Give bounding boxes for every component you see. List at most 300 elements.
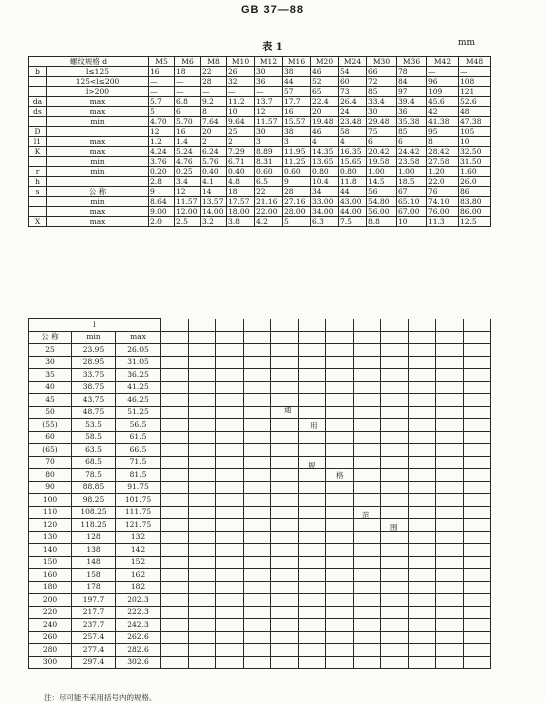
footnote: 注：尽可能不采用括号内的规格。 (44, 693, 157, 702)
length-cell: 217.7 (72, 606, 116, 619)
grid-cell (463, 569, 491, 582)
empty-cell (271, 319, 299, 332)
grid-cell (216, 381, 244, 394)
value-cell: 7.64 (201, 117, 227, 127)
length-cell: 160 (29, 569, 72, 582)
value-cell: 45.6 (427, 97, 459, 107)
value-cell: 25 (227, 127, 255, 137)
value-cell: 5 (283, 217, 311, 227)
value-cell: 3.8 (227, 217, 255, 227)
empty-cell (188, 319, 216, 332)
value-cell: 4.24 (149, 147, 175, 157)
value-cell: 35.38 (397, 117, 427, 127)
grid-cell (408, 494, 436, 507)
grid-cell (161, 356, 189, 369)
table-row (29, 344, 491, 357)
value-cell: 52 (311, 77, 339, 87)
value-cell: 2.5 (175, 217, 201, 227)
value-cell: 0.40 (201, 167, 227, 177)
length-cell: 68.5 (72, 456, 116, 469)
length-cell: 110 (29, 506, 72, 519)
grid-cell (271, 431, 299, 444)
symbol-cell: r (29, 167, 47, 177)
value-cell: 11.2 (227, 97, 255, 107)
table-row (29, 519, 491, 532)
value-cell: 22 (255, 187, 283, 197)
length-cell: 277.4 (72, 644, 116, 657)
symbol-cell: b (29, 67, 47, 77)
grid-cell (271, 481, 299, 494)
value-cell: 16 (149, 67, 175, 77)
value-cell: 5.24 (175, 147, 201, 157)
grid-cell (271, 619, 299, 632)
value-cell: 36 (255, 77, 283, 87)
grid-cell (216, 344, 244, 357)
value-cell: 56 (367, 187, 397, 197)
grid-cell (161, 631, 189, 644)
value-cell: 26.0 (459, 177, 491, 187)
value-cell: 60 (339, 77, 367, 87)
grid-cell (436, 344, 464, 357)
grid-cell (436, 369, 464, 382)
grid-cell (408, 431, 436, 444)
value-cell: 41.38 (427, 117, 459, 127)
table-row (29, 217, 491, 227)
length-cell: 61.5 (116, 431, 161, 444)
value-cell: 44 (339, 187, 367, 197)
empty-cell (408, 331, 436, 344)
grid-cell (271, 444, 299, 457)
value-cell: 67.00 (397, 207, 427, 217)
grid-cell (408, 531, 436, 544)
grid-cell (216, 531, 244, 544)
grid-cell (243, 469, 271, 482)
value-cell: 54 (339, 67, 367, 77)
grid-cell (436, 544, 464, 557)
empty-cell (463, 319, 491, 332)
length-cell: 58.5 (72, 431, 116, 444)
value-cell: 19.58 (367, 157, 397, 167)
length-cell: 45 (29, 394, 72, 407)
length-cell: 53.5 (72, 419, 116, 432)
value-cell: 5.76 (201, 157, 227, 167)
grid-cell (298, 581, 326, 594)
spec-header: 螺纹规格 d (29, 57, 149, 67)
value-cell: 14 (201, 187, 227, 197)
grid-cell (381, 656, 409, 669)
value-cell: 9 (149, 187, 175, 197)
grid-cell (381, 344, 409, 357)
sub-cell: max (47, 97, 149, 107)
length-cell: 48.75 (72, 406, 116, 419)
length-cell: 302.6 (116, 656, 161, 669)
value-cell: 27.16 (283, 197, 311, 207)
value-cell: 33.00 (311, 197, 339, 207)
grid-cell (243, 519, 271, 532)
value-cell: 121 (459, 87, 491, 97)
length-cell: 118.25 (72, 519, 116, 532)
grid-cell (243, 656, 271, 669)
length-col-header: 公 称 (29, 331, 72, 344)
grid-cell (436, 381, 464, 394)
grid-cell (326, 594, 354, 607)
grid-cell (161, 431, 189, 444)
empty-cell (188, 331, 216, 344)
value-cell: 65 (311, 87, 339, 97)
value-cell: 12.5 (459, 217, 491, 227)
length-cell: 282.6 (116, 644, 161, 657)
size-header: M16 (283, 57, 311, 67)
table-row (29, 177, 491, 187)
value-cell: 47.38 (459, 117, 491, 127)
grid-cell (353, 656, 381, 669)
value-cell: 1.20 (427, 167, 459, 177)
table-row (29, 556, 491, 569)
value-cell: — (255, 87, 283, 97)
grid-cell (216, 656, 244, 669)
length-cell: 142 (116, 544, 161, 557)
grid-cell (353, 406, 381, 419)
grid-cell (353, 456, 381, 469)
length-cell: 38.75 (72, 381, 116, 394)
grid-cell (271, 556, 299, 569)
grid-cell (298, 381, 326, 394)
value-cell: 76.00 (427, 207, 459, 217)
value-cell: 15.65 (339, 157, 367, 167)
table-row (29, 456, 491, 469)
grid-cell (463, 469, 491, 482)
grid-cell (216, 406, 244, 419)
grid-cell (436, 494, 464, 507)
grid-cell (353, 544, 381, 557)
length-cell: 297.4 (72, 656, 116, 669)
table-row (29, 207, 491, 217)
length-cell: 101.75 (116, 494, 161, 507)
table-row (29, 97, 491, 107)
grid-cell (188, 419, 216, 432)
header-row (29, 319, 491, 332)
value-cell: 22.0 (427, 177, 459, 187)
grid-cell (271, 506, 299, 519)
value-cell: 6.71 (227, 157, 255, 167)
symbol-cell (29, 117, 47, 127)
sub-cell: min (47, 157, 149, 167)
table-row (29, 431, 491, 444)
empty-cell (298, 319, 326, 332)
grid-cell (243, 531, 271, 544)
grid-cell (326, 406, 354, 419)
value-cell: 57 (283, 87, 311, 97)
grid-cell (381, 419, 409, 432)
grid-cell (463, 406, 491, 419)
value-cell: 1.4 (175, 137, 201, 147)
grid-cell (436, 431, 464, 444)
value-cell: 28.42 (427, 147, 459, 157)
empty-cell (243, 319, 271, 332)
length-cell: 262.6 (116, 631, 161, 644)
value-cell: 23.58 (397, 157, 427, 167)
grid-cell (188, 544, 216, 557)
value-cell: 73 (339, 87, 367, 97)
sub-cell: max (47, 107, 149, 117)
value-cell: 22 (201, 67, 227, 77)
value-cell: 85 (367, 87, 397, 97)
grid-cell (188, 531, 216, 544)
grid-cell (271, 469, 299, 482)
value-cell: 0.60 (255, 167, 283, 177)
symbol-cell (29, 87, 47, 97)
length-col-header: min (72, 331, 116, 344)
grid-cell (298, 569, 326, 582)
value-cell: 1.60 (459, 167, 491, 177)
value-cell: 9.2 (201, 97, 227, 107)
empty-cell (353, 331, 381, 344)
length-cell: 158 (72, 569, 116, 582)
value-cell: 20 (201, 127, 227, 137)
grid-cell (271, 594, 299, 607)
grid-cell (381, 444, 409, 457)
length-cell: 111.75 (116, 506, 161, 519)
empty-cell (436, 319, 464, 332)
grid-cell (353, 556, 381, 569)
grid-cell (216, 619, 244, 632)
value-cell: 6.8 (175, 97, 201, 107)
value-cell: 22.00 (255, 207, 283, 217)
length-cell: 197.7 (72, 594, 116, 607)
grid-cell (408, 556, 436, 569)
grid-cell (436, 394, 464, 407)
value-cell: 16.35 (339, 147, 367, 157)
length-cell: 242.3 (116, 619, 161, 632)
grid-cell (298, 369, 326, 382)
grid-cell (436, 481, 464, 494)
grid-cell (408, 481, 436, 494)
grid-cell (381, 494, 409, 507)
table-row (29, 619, 491, 632)
length-cell: 130 (29, 531, 72, 544)
length-cell: 70 (29, 456, 72, 469)
empty-cell (381, 331, 409, 344)
value-cell: 3 (255, 137, 283, 147)
value-cell: 11.8 (339, 177, 367, 187)
grid-cell (298, 431, 326, 444)
grid-cell (463, 344, 491, 357)
grid-cell (271, 381, 299, 394)
grid-cell (298, 519, 326, 532)
value-cell: 0.25 (175, 167, 201, 177)
table-row (29, 506, 491, 519)
grid-cell (188, 481, 216, 494)
grid-cell (408, 506, 436, 519)
grid-cell (243, 344, 271, 357)
grid-cell (216, 481, 244, 494)
value-cell: 6.3 (311, 217, 339, 227)
grid-cell (463, 494, 491, 507)
grid-cell (463, 644, 491, 657)
grid-cell (408, 581, 436, 594)
grid-cell (216, 569, 244, 582)
grid-cell (271, 544, 299, 557)
grid-cell (353, 444, 381, 457)
length-cell: 71.5 (116, 456, 161, 469)
grid-cell (216, 644, 244, 657)
length-cell: 51.25 (116, 406, 161, 419)
value-cell: 42 (427, 107, 459, 117)
length-cell: 132 (116, 531, 161, 544)
value-cell: 46 (311, 127, 339, 137)
value-cell: 7.29 (227, 147, 255, 157)
grid-cell (408, 394, 436, 407)
value-cell: 6.24 (201, 147, 227, 157)
symbol-cell: ds (29, 107, 47, 117)
grid-cell (381, 606, 409, 619)
value-cell: 28 (283, 187, 311, 197)
grid-cell (243, 494, 271, 507)
value-cell: 48 (459, 107, 491, 117)
grid-cell (463, 581, 491, 594)
grid-cell (188, 444, 216, 457)
value-cell: 8.89 (255, 147, 283, 157)
range-char: 规 (308, 461, 316, 470)
value-cell: 43.00 (339, 197, 367, 207)
sub-cell (47, 127, 149, 137)
grid-cell (436, 531, 464, 544)
value-cell: 3 (283, 137, 311, 147)
grid-cell (408, 644, 436, 657)
length-cell: 63.5 (72, 444, 116, 457)
value-cell: 46 (311, 67, 339, 77)
value-cell: 86.00 (459, 207, 491, 217)
value-cell: 21.16 (255, 197, 283, 207)
table-row (29, 469, 491, 482)
grid-cell (243, 369, 271, 382)
grid-cell (188, 406, 216, 419)
grid-cell (408, 419, 436, 432)
grid-cell (436, 356, 464, 369)
grid-cell (326, 581, 354, 594)
table-row (29, 369, 491, 382)
value-cell: 11.25 (283, 157, 311, 167)
empty-cell (216, 331, 244, 344)
value-cell: 72 (367, 77, 397, 87)
empty-cell (326, 319, 354, 332)
grid-cell (408, 544, 436, 557)
grid-cell (353, 381, 381, 394)
value-cell: 1.00 (367, 167, 397, 177)
length-cell: 88.85 (72, 481, 116, 494)
grid-cell (381, 431, 409, 444)
grid-cell (436, 456, 464, 469)
length-cell: 108.25 (72, 506, 116, 519)
value-cell: 44.00 (339, 207, 367, 217)
grid-cell (243, 406, 271, 419)
grid-cell (326, 481, 354, 494)
value-cell: 8.8 (367, 217, 397, 227)
grid-cell (188, 644, 216, 657)
table-row (29, 167, 491, 177)
grid-cell (271, 494, 299, 507)
grid-cell (161, 381, 189, 394)
length-cell: 80 (29, 469, 72, 482)
sub-cell: min (47, 117, 149, 127)
value-cell: 12 (255, 107, 283, 117)
grid-cell (243, 606, 271, 619)
symbol-cell: K (29, 147, 47, 157)
length-cell: 148 (72, 556, 116, 569)
table-row (29, 581, 491, 594)
grid-cell (188, 456, 216, 469)
value-cell: 16 (175, 127, 201, 137)
grid-cell (161, 519, 189, 532)
value-cell: 26.4 (339, 97, 367, 107)
table-row (29, 137, 491, 147)
grid-cell (216, 456, 244, 469)
grid-cell (408, 656, 436, 669)
empty-cell (243, 331, 271, 344)
grid-cell (188, 631, 216, 644)
length-cell: 35 (29, 369, 72, 382)
value-cell: 12 (175, 187, 201, 197)
length-cell: 33.75 (72, 369, 116, 382)
table-row (29, 569, 491, 582)
grid-cell (161, 444, 189, 457)
grid-cell (436, 406, 464, 419)
grid-cell (271, 531, 299, 544)
table-row (29, 67, 491, 77)
table-row (29, 494, 491, 507)
empty-cell (381, 319, 409, 332)
range-char: 格 (336, 471, 344, 480)
grid-cell (188, 594, 216, 607)
value-cell: 0.80 (339, 167, 367, 177)
value-cell: 86 (459, 187, 491, 197)
value-cell: 18.5 (397, 177, 427, 187)
length-cell: 202.3 (116, 594, 161, 607)
length-cell: 90 (29, 481, 72, 494)
length-cell: 222.3 (116, 606, 161, 619)
symbol-cell (29, 207, 47, 217)
value-cell: 4.70 (149, 117, 175, 127)
table-row (29, 644, 491, 657)
value-cell: 15.57 (283, 117, 311, 127)
grid-cell (298, 394, 326, 407)
grid-cell (216, 606, 244, 619)
grid-cell (243, 581, 271, 594)
length-cell: 66.5 (116, 444, 161, 457)
symbol-cell: D (29, 127, 47, 137)
value-cell: 28.00 (283, 207, 311, 217)
table-row (29, 606, 491, 619)
grid-cell (381, 356, 409, 369)
size-header: M24 (339, 57, 367, 67)
table-row (29, 531, 491, 544)
value-cell: 52.6 (459, 97, 491, 107)
length-cell: 300 (29, 656, 72, 669)
grid-cell (381, 631, 409, 644)
value-cell: 6 (175, 107, 201, 117)
empty-cell (408, 319, 436, 332)
sub-cell (47, 177, 149, 187)
value-cell: 6 (397, 137, 427, 147)
value-cell: 2.0 (149, 217, 175, 227)
value-cell: 16 (283, 107, 311, 117)
grid-cell (161, 456, 189, 469)
grid-cell (326, 519, 354, 532)
grid-cell (436, 556, 464, 569)
value-cell: 1.2 (149, 137, 175, 147)
grid-cell (326, 506, 354, 519)
value-cell: — (227, 87, 255, 97)
